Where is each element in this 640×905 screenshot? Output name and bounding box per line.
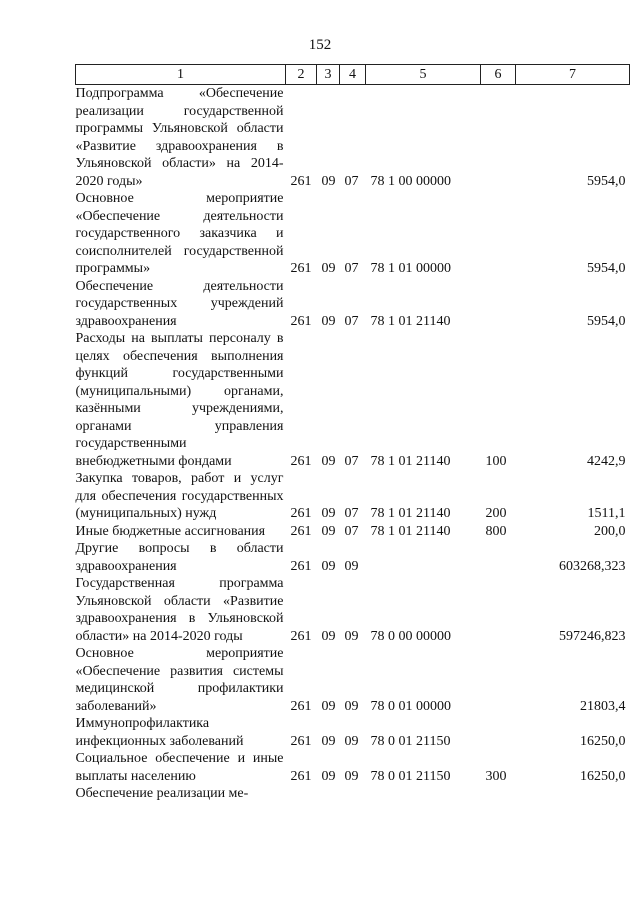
page-number: 152 <box>308 37 332 53</box>
header-row <box>76 65 630 85</box>
column-header: 7 <box>516 65 630 85</box>
row-name: Государственная программа Ульяновской области «Развитие здравоохранения в Ульяновской области» на 2014-2020 годы <box>75 576 284 644</box>
row-subsection-code: 07 <box>344 313 359 329</box>
row-section-code <box>317 785 340 803</box>
row-section-code: 09 <box>321 733 336 749</box>
row-target-article: 78 1 01 00000 <box>370 261 451 276</box>
row-name: Подпрограмма «Обеспечение реализации государственной программы Ульяновской области «Развитие здравоохранения в Ульяновской области» на 2014-2020 годы» <box>75 86 284 189</box>
column-header: 2 <box>286 65 317 85</box>
row-subsection-code: 09 <box>344 768 359 784</box>
row-ministry-code: 261 <box>290 261 312 276</box>
row-ministry-code: 261 <box>290 313 312 329</box>
row-name: Другие вопросы в области здравоохранения <box>75 541 284 574</box>
table-row <box>76 523 630 541</box>
row-name: Обеспечение деятельности государственных учреждений здравоохранения <box>75 278 284 329</box>
row-target-article: 78 1 01 21140 <box>370 313 451 329</box>
row-name: Основное мероприятие «Обеспечение деятельности государственного заказчика и соисполнителей государственной программы» <box>75 191 284 276</box>
table-row <box>76 750 630 785</box>
row-amount: 200,0 <box>594 523 626 539</box>
row-subsection-code: 07 <box>344 506 359 521</box>
row-subsection-code: 07 <box>344 173 359 189</box>
row-expense-type: 300 <box>485 768 507 784</box>
row-expense-type: 800 <box>485 523 507 539</box>
row-target-article <box>366 785 481 803</box>
row-name: Иные бюджетные ассигнования <box>75 523 266 539</box>
row-target-article: 78 1 01 21140 <box>370 506 451 521</box>
row-target-article: 78 1 00 00000 <box>370 173 451 189</box>
row-expense-type <box>481 645 516 715</box>
row-ministry-code: 261 <box>290 628 312 644</box>
row-subsection-code: 09 <box>344 733 359 749</box>
row-ministry-code: 261 <box>290 698 312 714</box>
row-subsection-code: 07 <box>344 261 359 276</box>
row-section-code: 09 <box>321 698 336 714</box>
row-section-code: 09 <box>321 558 336 574</box>
row-target-article: 78 1 01 21140 <box>370 453 451 469</box>
row-section-code: 09 <box>321 506 336 521</box>
table-row <box>76 470 630 523</box>
row-expense-type <box>481 190 516 278</box>
row-expense-type <box>481 575 516 645</box>
column-header: 6 <box>481 65 516 85</box>
row-section-code: 09 <box>321 523 336 539</box>
row-ministry-code: 261 <box>290 173 312 189</box>
row-name: Социальное обеспечение и иные выплаты населению <box>75 751 284 784</box>
row-expense-type <box>481 540 516 575</box>
row-target-article: 78 0 00 00000 <box>370 628 451 644</box>
row-expense-type <box>481 715 516 750</box>
table-row <box>76 715 630 750</box>
table-row <box>76 645 630 715</box>
row-ministry-code: 261 <box>290 768 312 784</box>
row-ministry-code: 261 <box>290 558 312 574</box>
row-target-article: 78 0 01 00000 <box>370 698 451 714</box>
row-subsection-code: 07 <box>344 523 359 539</box>
row-name: Закупка товаров, работ и услуг для обеспечения государственных (муниципальных) нужд <box>75 471 284 521</box>
table-row <box>76 330 630 470</box>
row-expense-type <box>481 85 516 191</box>
column-header: 3 <box>317 65 340 85</box>
row-amount: 1511,1 <box>587 506 626 521</box>
row-ministry-code: 261 <box>290 453 312 469</box>
row-amount: 603268,323 <box>559 558 626 574</box>
row-ministry-code: 261 <box>290 523 312 539</box>
column-header: 1 <box>76 65 286 85</box>
row-amount: 5954,0 <box>587 313 626 329</box>
table-row <box>76 85 630 191</box>
row-section-code: 09 <box>321 173 336 189</box>
column-header: 5 <box>366 65 481 85</box>
row-amount: 16250,0 <box>580 733 626 749</box>
row-amount: 4242,9 <box>587 453 626 469</box>
table-row <box>76 575 630 645</box>
row-target-article: 78 0 01 21150 <box>370 733 451 749</box>
row-target-article <box>366 540 481 575</box>
row-name: Расходы на выплаты персоналу в целях обеспечения выполнения функций государственными (муниципальными) органами, казёнными учреждениями, органами управления государственными внебюджетными фондами <box>75 331 284 469</box>
row-amount: 21803,4 <box>580 698 626 714</box>
row-expense-type: 100 <box>485 453 507 469</box>
row-section-code: 09 <box>321 453 336 469</box>
row-expense-type <box>481 278 516 331</box>
table-row <box>76 190 630 278</box>
row-amount: 16250,0 <box>580 768 626 784</box>
row-expense-type: 200 <box>485 506 507 521</box>
column-header: 4 <box>340 65 366 85</box>
row-name: Обеспечение реализации ме- <box>75 786 249 801</box>
budget-table <box>75 64 630 803</box>
table-row <box>76 278 630 331</box>
row-section-code: 09 <box>321 768 336 784</box>
row-target-article: 78 0 01 21150 <box>370 768 451 784</box>
row-section-code: 09 <box>321 261 336 276</box>
row-section-code: 09 <box>321 313 336 329</box>
row-target-article: 78 1 01 21140 <box>370 523 451 539</box>
row-name: Основное мероприятие «Обеспечение развития системы медицинской профилактики заболеваний» <box>75 646 284 714</box>
row-subsection-code: 09 <box>344 558 359 574</box>
row-subsection-code <box>340 785 366 803</box>
row-ministry-code <box>286 785 317 803</box>
row-subsection-code: 09 <box>344 628 359 644</box>
row-amount: 597246,823 <box>559 628 626 644</box>
row-subsection-code: 07 <box>344 453 359 469</box>
table-row <box>76 785 630 803</box>
row-amount: 5954,0 <box>587 261 626 276</box>
row-ministry-code: 261 <box>290 506 312 521</box>
row-expense-type <box>481 785 516 803</box>
row-amount: 5954,0 <box>587 173 626 189</box>
row-section-code: 09 <box>321 628 336 644</box>
table-row <box>76 540 630 575</box>
row-amount <box>516 785 630 803</box>
row-subsection-code: 09 <box>344 698 359 714</box>
row-name: Иммунопрофилактика инфекционных заболеваний <box>75 716 244 749</box>
row-ministry-code: 261 <box>290 733 312 749</box>
